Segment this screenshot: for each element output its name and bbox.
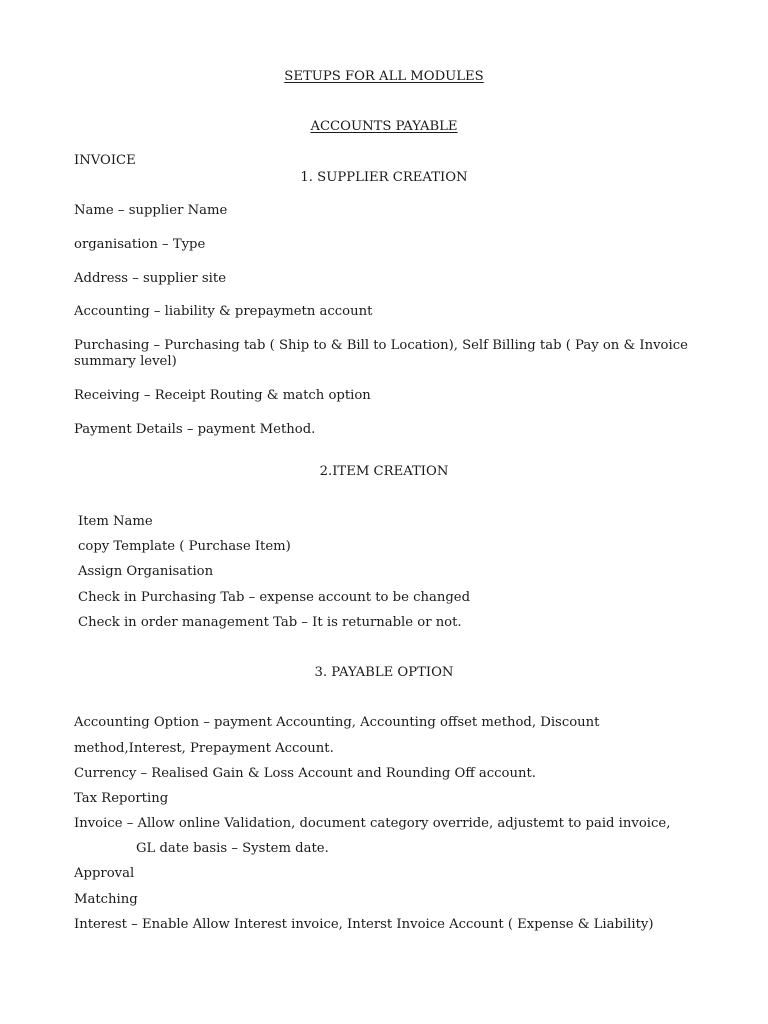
item-line: Check in Purchasing Tab – expense account to be changed bbox=[78, 590, 471, 605]
supplier-line: Receiving – Receipt Routing & match option bbox=[74, 388, 371, 403]
supplier-line: Payment Details – payment Method. bbox=[74, 422, 316, 437]
supplier-line: Accounting – liability & prepaymetn account bbox=[74, 304, 373, 319]
payable-line: Invoice – Allow online Validation, document category override, adjustemt to paid invoice, bbox=[74, 816, 671, 831]
supplier-line: Purchasing – Purchasing tab ( Ship to & Bill to Location), Self Billing tab ( Pay on & Invoice summary level) bbox=[74, 338, 688, 369]
payable-line: Interest – Enable Allow Interest invoice, Interst Invoice Account ( Expense & Liability) bbox=[74, 917, 654, 932]
payable-line: Tax Reporting bbox=[74, 791, 169, 806]
supplier-line: organisation – Type bbox=[74, 237, 206, 252]
module-heading: ACCOUNTS PAYABLE bbox=[310, 119, 458, 134]
item-line: copy Template ( Purchase Item) bbox=[78, 539, 291, 554]
payable-line: method,Interest, Prepayment Account. bbox=[74, 741, 334, 756]
item-line: Check in order management Tab – It is returnable or not. bbox=[78, 615, 462, 630]
item-line: Assign Organisation bbox=[78, 564, 214, 579]
item-line: Item Name bbox=[78, 514, 153, 529]
section-heading-item-creation: 2.ITEM CREATION bbox=[319, 464, 449, 479]
supplier-line: Name – supplier Name bbox=[74, 203, 228, 218]
payable-line: Accounting Option – payment Accounting, Accounting offset method, Discount bbox=[74, 715, 600, 730]
document-title: SETUPS FOR ALL MODULES bbox=[284, 69, 484, 84]
section-heading-payable-option: 3. PAYABLE OPTION bbox=[314, 665, 454, 680]
section-heading-supplier-creation: 1. SUPPLIER CREATION bbox=[300, 170, 468, 185]
payable-line: Currency – Realised Gain & Loss Account and Rounding Off account. bbox=[74, 766, 536, 781]
payable-line: Matching bbox=[74, 892, 138, 907]
payable-line-indented: GL date basis – System date. bbox=[136, 841, 329, 856]
payable-line: Approval bbox=[74, 866, 135, 881]
invoice-label: INVOICE bbox=[74, 153, 136, 168]
supplier-line: Address – supplier site bbox=[74, 271, 226, 286]
